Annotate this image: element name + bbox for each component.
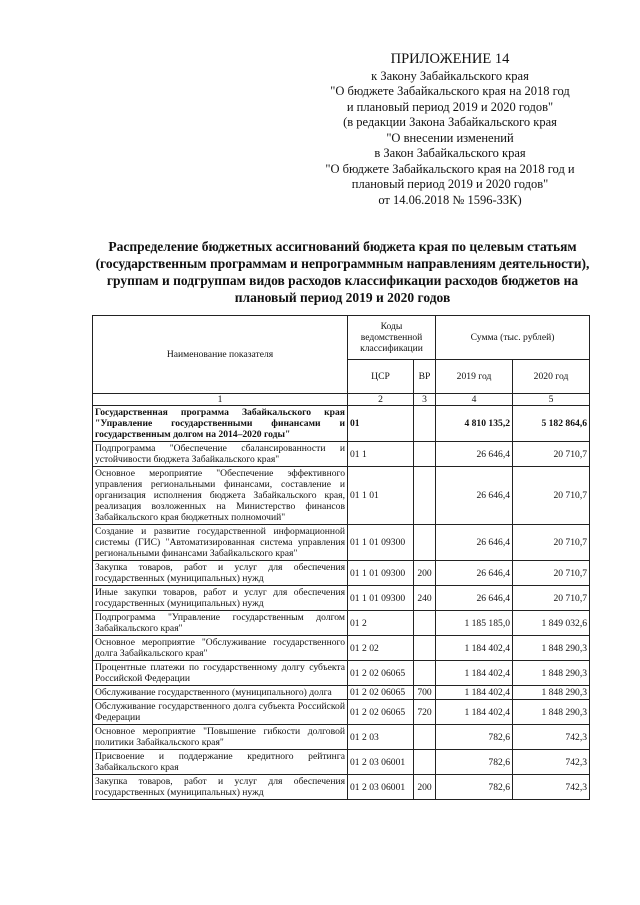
row-2019: 1 184 402,4 [436,700,513,725]
row-2020: 5 182 864,6 [513,406,590,442]
row-csr: 01 2 02 06065 [348,686,414,700]
budget-table [92,315,590,800]
row-csr: 01 2 03 06001 [348,750,414,775]
row-vr [414,406,436,442]
row-name: Закупка товаров, работ и услуг для обеспечения государственных (муниципальных) нужд [93,561,348,586]
header-line: "О внесении изменений [386,130,514,145]
row-name: Государственная программа Забайкальского края "Управление государственными финансами и государственным долгом на 2014–2020 годы" [93,406,348,442]
row-vr: 200 [414,775,436,800]
row-2019: 1 184 402,4 [436,661,513,686]
table-row [93,661,590,686]
row-name: Присвоение и поддержание кредитного рейтинга Забайкальского края [93,750,348,775]
appendix-header [300,52,600,208]
column-index: 5 [513,394,590,406]
col-header-2019: 2019 год [436,360,513,394]
row-2020: 1 848 290,3 [513,636,590,661]
row-2020: 742,3 [513,725,590,750]
row-vr [414,467,436,525]
table-row [93,586,590,611]
row-2020: 20 710,7 [513,442,590,467]
row-2020: 20 710,7 [513,561,590,586]
col-header-sum: Сумма (тыс. рублей) [436,316,590,360]
row-vr: 720 [414,700,436,725]
row-name: Закупка товаров, работ и услуг для обеспечения государственных (муниципальных) нужд [93,775,348,800]
col-header-codes: Коды ведомственной классификации [348,316,436,360]
row-vr [414,636,436,661]
table-row [93,636,590,661]
table-row [93,467,590,525]
row-vr: 200 [414,561,436,586]
row-2019: 1 184 402,4 [436,686,513,700]
row-csr: 01 1 01 09300 [348,586,414,611]
column-index: 2 [348,394,414,406]
row-csr: 01 1 01 09300 [348,561,414,586]
row-name: Основное мероприятие "Повышение гибкости долговой политики Забайкальского края" [93,725,348,750]
row-name: Обслуживание государственного долга субъекта Российской Федерации [93,700,348,725]
row-vr [414,442,436,467]
row-2020: 1 848 290,3 [513,686,590,700]
col-header-csr: ЦСР [348,360,414,394]
table-row [93,611,590,636]
row-csr: 01 [348,406,414,442]
table-row [93,442,590,467]
table-row [93,700,590,725]
table-row [93,561,590,586]
column-index: 4 [436,394,513,406]
row-name: Обслуживание государственного (муниципального) долга [93,686,348,700]
row-2019: 782,6 [436,725,513,750]
table-row [93,725,590,750]
header-line: "О бюджете Забайкальского края на 2018 год и [325,161,575,176]
row-vr: 240 [414,586,436,611]
row-2019: 26 646,4 [436,442,513,467]
row-name: Иные закупки товаров, работ и услуг для обеспечения государственных (муниципальных) нужд [93,586,348,611]
row-2020: 742,3 [513,775,590,800]
row-2019: 26 646,4 [436,586,513,611]
row-2020: 1 849 032,6 [513,611,590,636]
row-2020: 1 848 290,3 [513,700,590,725]
row-name: Процентные платежи по государственному долгу субъекта Российской Федерации [93,661,348,686]
row-csr: 01 2 03 [348,725,414,750]
header-line: и плановый период 2019 и 2020 годов" [346,99,554,114]
header-line: плановый период 2019 и 2020 годов" [351,177,549,191]
row-name: Подпрограмма "Управление государственным долгом Забайкальского края" [93,611,348,636]
header-line: "О бюджете Забайкальского края на 2018 год [330,84,570,98]
row-csr: 01 1 01 [348,467,414,525]
row-2019: 1 185 185,0 [436,611,513,636]
row-csr: 01 2 [348,611,414,636]
column-index: 3 [414,394,436,406]
row-name: Создание и развитие государственной информационной системы (ГИС) "Автоматизированная система управления региональными финансами Забайкальского края" [93,525,348,561]
row-2020: 742,3 [513,750,590,775]
table-row [93,525,590,561]
row-csr: 01 1 01 09300 [348,525,414,561]
header-line: в Закон Забайкальского края [374,146,526,160]
row-2020: 1 848 290,3 [513,661,590,686]
col-header-name: Наименование показателя [93,316,348,394]
row-2019: 26 646,4 [436,525,513,561]
col-header-vr: ВР [414,360,436,394]
row-vr [414,725,436,750]
header-line: (в редакции Закона Забайкальского края [343,115,557,129]
row-vr [414,611,436,636]
row-vr [414,525,436,561]
row-csr: 01 2 03 06001 [348,775,414,800]
row-name: Подпрограмма "Обеспечение сбалансированности и устойчивости бюджета Забайкальского края" [93,442,348,467]
row-name: Основное мероприятие "Обеспечение эффективного управления региональными финансами, составление и организация исполнения бюджета Забайкальского края, реализация возложенных на Министерство финансов Забайкальского края бюджетных полномочий" [93,467,348,525]
table-row [93,775,590,800]
row-2019: 26 646,4 [436,561,513,586]
row-csr: 01 2 02 06065 [348,661,414,686]
row-vr [414,661,436,686]
appendix-title: ПРИЛОЖЕНИЕ 14 [390,51,510,67]
row-csr: 01 1 [348,442,414,467]
row-csr: 01 2 02 06065 [348,700,414,725]
row-vr: 700 [414,686,436,700]
column-index: 1 [93,394,348,406]
row-2019: 1 184 402,4 [436,636,513,661]
header-line: к Закону Забайкальского края [371,68,529,83]
row-csr: 01 2 02 [348,636,414,661]
table-row [93,750,590,775]
row-name: Основное мероприятие "Обслуживание государственного долга Забайкальского края" [93,636,348,661]
header-line: от 14.06.2018 № 1596-ЗЗК) [378,192,522,207]
table-row [93,406,590,442]
table-row [93,686,590,700]
row-2019: 26 646,4 [436,467,513,525]
document-title: Распределение бюджетных ассигнований бюджета края по целевым статьям (государственным программам и непрограммным направлениям деятельности), группам и подгруппам видов расходов классификации расходов бюджетов на плановый период 2019 и 2020 годов [95,239,590,305]
col-header-2020: 2020 год [513,360,590,394]
row-2020: 20 710,7 [513,586,590,611]
row-2020: 20 710,7 [513,467,590,525]
row-2019: 782,6 [436,750,513,775]
row-2020: 20 710,7 [513,525,590,561]
row-2019: 782,6 [436,775,513,800]
row-2019: 4 810 135,2 [436,406,513,442]
row-vr [414,750,436,775]
